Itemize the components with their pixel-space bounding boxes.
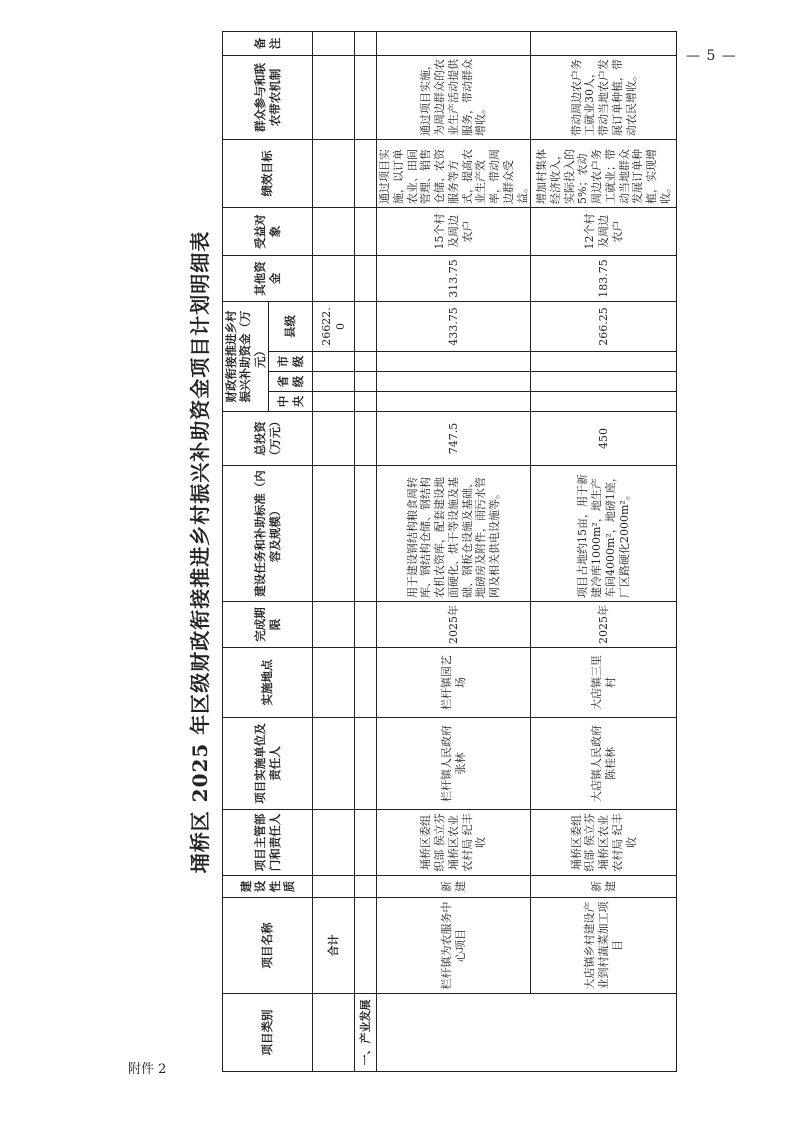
summary-county-total: 26622.0 xyxy=(313,302,355,352)
header-category: 项目类别 xyxy=(223,994,313,1072)
rotated-sheet xyxy=(180,32,672,1072)
project-goal: 通过项目实施，以订单农业、田间管理、销售仓储、农资服务等方式，提高农业生产效率，带动周边群众受益。 xyxy=(377,140,531,208)
document-title: 埇桥区 2025 年区级财政衔接推进乡村振兴补助资金项目计划明细表 xyxy=(188,230,212,874)
project-name: 栏杆镇为农服务中心项目 xyxy=(377,898,531,994)
category-row xyxy=(355,32,377,1072)
project-name: 大店镇乡村建设产业到村蔬菜加工项目 xyxy=(531,898,677,994)
project-mechanism: 带动周边农户务工就业30人，带动当地农户发展订单种植，带动农民增收。 xyxy=(531,56,677,140)
header-period: 完成期限 xyxy=(223,602,313,648)
project-content: 用于建设钢结构粮食周转库、钢结构仓储、钢结构农机农资库，配套建设地面硬化、烘干等设施及基础、钢板仓设施及基础、地磅房及附件，雨污水管网及相关供电设施等。 xyxy=(377,466,531,602)
header-other: 其他资金 xyxy=(223,256,313,302)
table-row xyxy=(377,32,531,1072)
project-location: 栏杆镇园艺场 xyxy=(377,648,531,718)
header-location: 实施地点 xyxy=(223,648,313,718)
project-period: 2025年 xyxy=(377,602,531,648)
category-label: 一、产业发展 xyxy=(355,994,377,1072)
header-content: 建设任务和补助标准（内容及规模） xyxy=(223,466,313,602)
project-content: 项目占地约15亩，用于新建冷库1000m²，地生产车间4000m²，地磅1座，厂区路硬化2000m²。 xyxy=(531,466,677,602)
header-row xyxy=(223,32,269,1072)
project-goal: 增加村集体经济收入，实际投入的5%；农动周边农户务工就业；带动当地群众发展订单种植，实现增收。 xyxy=(531,140,677,208)
header-mechanism: 群众参与和联农带农机制 xyxy=(223,56,313,140)
header-impl: 项目实施单位及责任人 xyxy=(223,718,313,810)
project-county: 433.75 xyxy=(377,302,531,352)
project-beneficiary: 15个村及周边农户 xyxy=(377,208,531,256)
project-other: 183.75 xyxy=(531,256,677,302)
project-dept: 埇桥区委组织部 侯立芬 埇桥区农业农村局 纪丰收 xyxy=(377,810,531,876)
project-nature: 新建 xyxy=(531,876,677,898)
project-beneficiary: 12个村及周边农户 xyxy=(531,208,677,256)
project-total: 450 xyxy=(531,412,677,466)
header-nature: 建设性质 xyxy=(223,876,313,898)
header-beneficiary: 受益对象 xyxy=(223,208,313,256)
header-remark: 备注 xyxy=(223,32,313,56)
project-dept: 埇桥区委组织部 侯立芬 埇桥区农业农村局 纪丰收 xyxy=(531,810,677,876)
page-number: — 5 — xyxy=(686,48,737,64)
project-plan-table xyxy=(222,31,677,1072)
header-goal: 绩效目标 xyxy=(223,140,313,208)
header-name: 项目名称 xyxy=(223,898,313,994)
header-city: 市级 xyxy=(269,352,313,372)
header-fiscal: 财政衔接推进乡村振兴补助资金（万元） xyxy=(223,302,269,412)
project-nature: 新建 xyxy=(377,876,531,898)
project-period: 2025年 xyxy=(531,602,677,648)
table-row xyxy=(531,32,677,1072)
project-other: 313.75 xyxy=(377,256,531,302)
header-central: 中央 xyxy=(269,392,313,412)
summary-row xyxy=(313,32,355,1072)
header-province: 省级 xyxy=(269,372,313,392)
project-mechanism: 通过项目实施，为周边群众的农业生产活动提供服务，带动群众增收。 xyxy=(377,56,531,140)
header-county: 县级 xyxy=(269,302,313,352)
project-impl: 栏杆镇人民政府 张林 xyxy=(377,718,531,810)
project-county: 266.25 xyxy=(531,302,677,352)
header-total: 总投资（万元） xyxy=(223,412,313,466)
project-impl: 大店镇人民政府 陈桂林 xyxy=(531,718,677,810)
summary-label: 合计 xyxy=(313,898,355,994)
header-dept: 项目主管部门和责任人 xyxy=(223,810,313,876)
attachment-label: 附件 2 xyxy=(128,1062,167,1077)
project-location: 大店镇三里村 xyxy=(531,648,677,718)
project-total: 747.5 xyxy=(377,412,531,466)
